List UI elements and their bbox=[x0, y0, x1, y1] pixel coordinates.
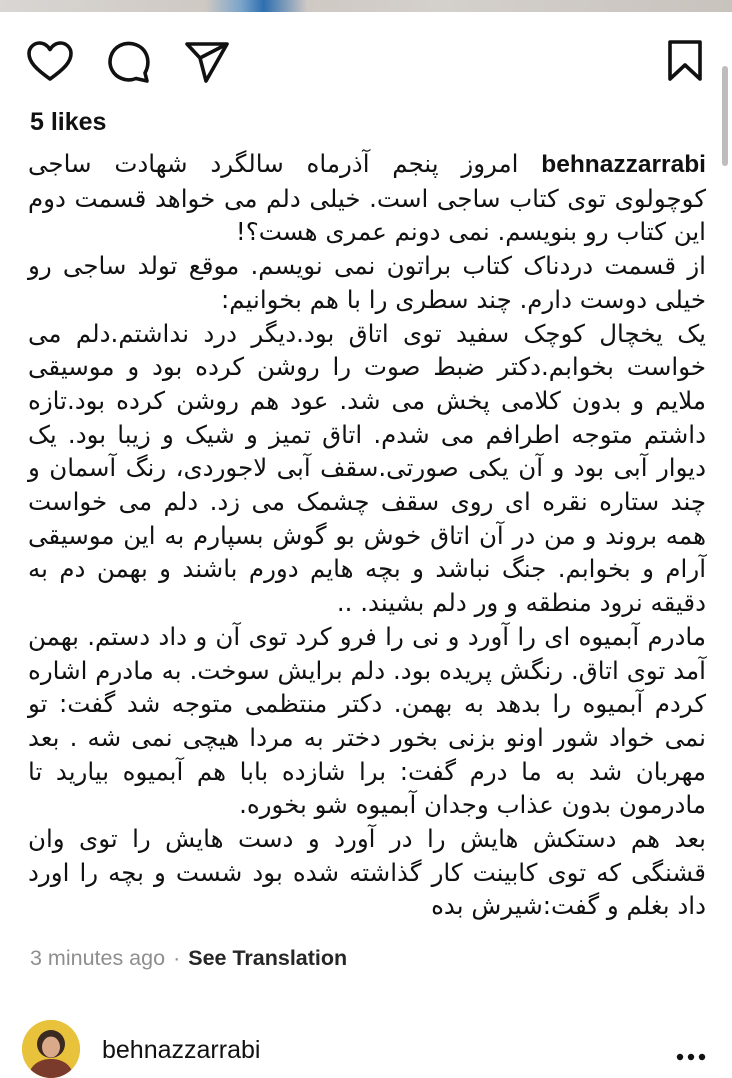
post-caption bbox=[28, 147, 706, 923]
scrollbar[interactable] bbox=[722, 66, 728, 166]
post-image-bottom-edge bbox=[0, 0, 732, 12]
send-icon[interactable] bbox=[184, 40, 230, 84]
caption-username[interactable]: behnazzarrabi bbox=[541, 151, 706, 178]
post-meta-row bbox=[30, 946, 347, 971]
post-timestamp: 3 minutes ago bbox=[30, 946, 166, 970]
caption-paragraph bbox=[28, 147, 706, 249]
avatar[interactable] bbox=[22, 1020, 80, 1078]
see-translation-button[interactable]: See Translation bbox=[188, 946, 348, 970]
caption-paragraph: مادرم آبمیوه ای را آورد و نی را فرو کرد توی آن و داد دستم. بهمن آمد توی اتاق. رنگش پریده بود. دلم برایش سوخت. به مادرم اشاره کردم آبمیوه را بدهد به بهمن. دکتر منتظمی متوجه شد گفت: تو نمی خواد شور اونو بزنی بخور دختر به مردا هیچی نمی شه . بعد مهربان شد به ما درم گفت: برا شازده بابا هم آبمیوه بیارید تا مادرمون بدون عذاب وجدان آبمیوه شو بخوره. bbox=[28, 621, 706, 820]
likes-count[interactable]: 5 likes bbox=[30, 108, 107, 136]
next-post-header bbox=[0, 1018, 732, 1077]
meta-separator: · bbox=[173, 946, 181, 970]
next-post-username[interactable]: behnazzarrabi bbox=[102, 1036, 261, 1064]
more-options-icon[interactable] bbox=[676, 1048, 706, 1066]
caption-paragraph: بعد هم دستکش هایش را در آورد و دست هایش را توی وان قشنگی که توی کابینت کار گذاشته شده بود شست و بچه را اورد داد بغلم و گفت:شیرش بده bbox=[28, 824, 706, 921]
bookmark-icon[interactable] bbox=[666, 39, 704, 83]
caption-text: امروز پنجم آذرماه سالگرد شهادت ساجی کوچولوی توی کتاب ساجی است. خیلی دلم می خواهد قسمت دوم این کتاب رو بنویسم. نمی دونم عمری هست؟! bbox=[28, 149, 706, 247]
caption-paragraph: از قسمت دردناک کتاب براتون نمی نویسم. موقع تولد ساجی رو خیلی دوست دارم. چند سطری را با هم بخوانیم: bbox=[28, 251, 706, 314]
comment-icon[interactable] bbox=[106, 40, 152, 84]
heart-icon[interactable] bbox=[26, 40, 74, 82]
post-action-bar bbox=[0, 34, 732, 86]
caption-paragraph: یک یخچال کوچک سفید توی اتاق بود.دیگر درد نداشتم.دلم می خواست بخوابم.دکتر ضبط صوت را روشن کرده بود و موسیقی ملایم و بدون کلامی پخش می شد. عود هم روشن کرده بود.تازه داشتم متوجه اطرافم می شدم. اتاق تمیز و شیک و زیبا بود. یک دیوار آبی بود و آن یکی صورتی.سقف آبی لاجوردی، رنگ آسمان و چند ستاره نقره ای روی سقف چشمک می زد. دلم می خواست همه بروند و من در آن اتاق خوش بو گوش بسپارم به این موسیقی آرام و بخوابم. جنگ نباشد و بچه هایم دورم باشند و بهمن دم به دقیقه نرود منطقه و ور دلم بشیند. .. bbox=[28, 318, 706, 618]
